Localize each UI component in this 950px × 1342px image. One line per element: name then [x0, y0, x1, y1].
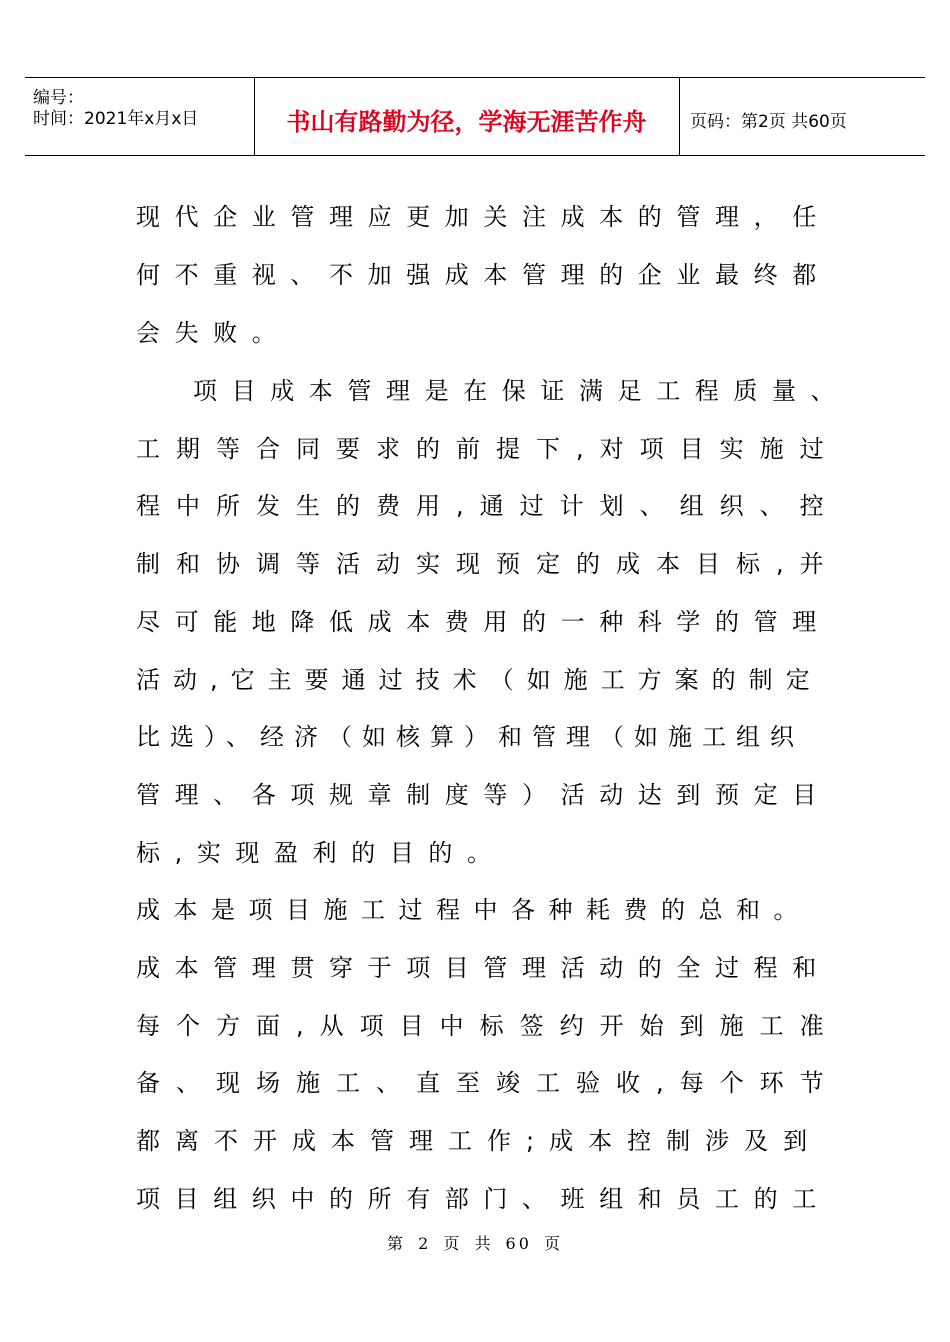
body-line: 项目成本管理是在保证满足工程质量、 [193, 377, 850, 405]
body-line: 工期等合同要求的前提下,对项目实施过 [136, 435, 840, 463]
header-divider-right [679, 77, 680, 156]
body-line: 项目组织中的所有部门、班组和员工的工 [136, 1185, 831, 1213]
body-line: 备、现场施工、直至竣工验收,每个环节 [136, 1069, 840, 1097]
body-line: 制和协调等活动实现预定的成本目标,并 [136, 550, 840, 578]
body-line: 何不重视、不加强成本管理的企业最终都 [136, 261, 831, 289]
body-line: 现代企业管理应更加关注成本的管理，任 [136, 203, 831, 231]
body-line: 会失败。 [136, 319, 291, 347]
header-page-info: 页码：第2页 共60页 [690, 112, 847, 132]
body-line: 成本是项目施工过程中各种耗费的总和。 [136, 896, 811, 924]
body-line: 比选）、经济（如核算）和管理（如施工组织 [136, 723, 804, 751]
body-line: 标,实现盈利的目的。 [136, 839, 506, 867]
body-line: 都离不开成本管理工作;成本控制涉及到 [136, 1127, 823, 1155]
body-line: 成本管理贯穿于项目管理活动的全过程和 [136, 954, 831, 982]
header-bottom-rule [25, 155, 925, 156]
body-line: 程中所发生的费用,通过计划、组织、控 [136, 492, 840, 520]
header-motto: 书山有路勤为径，学海无涯苦作舟 [286, 108, 647, 136]
document-number-label: 编号： [33, 88, 84, 108]
header-top-rule [25, 77, 925, 78]
body-line: 每个方面,从项目中标签约开始到施工准 [136, 1012, 840, 1040]
footer-page-number: 第 2 页 共 60 页 [387, 1234, 563, 1253]
document-time-label: 时间：2021年x月x日 [33, 109, 199, 129]
body-line: 尽可能地降低成本费用的一种科学的管理 [136, 608, 831, 636]
body-line: 活动,它主要通过技术（如施工方案的制定 [136, 666, 823, 694]
body-line: 管理、各项规章制度等）活动达到预定目 [136, 781, 831, 809]
